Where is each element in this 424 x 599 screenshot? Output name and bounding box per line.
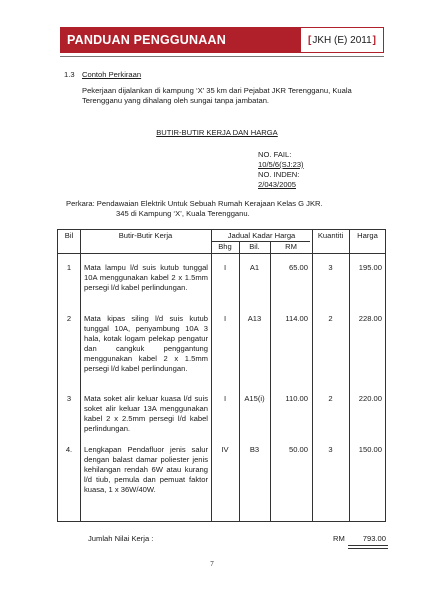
row-3-qty: 2	[328, 394, 333, 403]
perkara	[66, 199, 386, 219]
header-rule	[60, 56, 384, 57]
row-4-bhg: IV	[221, 445, 229, 454]
row-1-ref: A1	[249, 263, 260, 272]
row-4-qty: 3	[328, 445, 333, 454]
table-divider	[58, 253, 385, 254]
table-divider	[211, 230, 212, 521]
file-number: 10/5/6(SJ:23)	[258, 160, 304, 169]
table-divider	[349, 230, 350, 521]
row-4-rm: 50.00	[288, 445, 308, 454]
row-2-harga: 228.00	[358, 314, 382, 323]
document-title: PANDUAN PENGGUNAAN	[67, 33, 226, 47]
row-2-ref: A13	[247, 314, 262, 323]
table-divider	[80, 230, 81, 521]
row-3-bil: 3	[66, 394, 72, 403]
code-open-bracket: [	[308, 34, 312, 46]
total-underline	[348, 545, 388, 546]
header-jadual: Jadual Kadar Harga	[227, 231, 296, 240]
row-2-desc: Mata kipas siling l/d suis kutub tunggal 10A, penyambung 10A 3 hala, kotak logam pelekap pengatur dan cangkuk penggantung menggunakan kabel 2 x 1.5mm persegi l/d kabel perlindungan.	[84, 314, 208, 373]
code-close-bracket: ]	[372, 34, 376, 46]
total-currency: RM	[333, 534, 345, 543]
row-2-rm: 114.00	[285, 314, 308, 323]
total-double-underline	[348, 548, 388, 549]
row-3-ref: A15(i)	[244, 394, 265, 403]
total-value: 793.00	[362, 534, 386, 543]
header-rm: RM	[285, 242, 297, 251]
row-1-harga: 195.00	[358, 263, 382, 272]
header-banner	[60, 27, 384, 53]
header-harga: Harga	[357, 231, 378, 240]
row-1-desc: Mata lampu l/d suis kutub tunggal 10A menggunakan kabel 2 x 1.5mm persegi l/d kabel perlindungan.	[84, 263, 208, 292]
work-title: BUTIR-BUTIR KERJA DAN HARGA	[156, 128, 278, 137]
header-butir: Butir-Butir Kerja	[118, 231, 173, 240]
document-code	[300, 28, 383, 52]
table-divider	[270, 241, 271, 521]
row-2-bil: 2	[66, 314, 72, 323]
indent-number: 2/043/2005	[258, 180, 297, 189]
row-3-bhg: I	[223, 394, 227, 403]
table-divider	[239, 241, 240, 521]
header-bil-sub: Bil.	[249, 242, 260, 251]
indent-label: NO. INDEN:	[258, 170, 300, 179]
row-4-ref: B3	[249, 445, 260, 454]
row-4-harga: 150.00	[358, 445, 382, 454]
header-kuantiti: Kuantiti	[317, 231, 344, 240]
row-1-qty: 3	[328, 263, 333, 272]
work-table	[57, 229, 386, 522]
row-1-bhg: I	[223, 263, 227, 272]
row-4-desc: Lengkapan Pendafluor jenis salur dengan balast damar poliester jenis kehilangan rendah 6W atau kurang l/d tiub, pemula dan pemuat faktor kuasa, 1 x 36W/40W.	[84, 445, 208, 494]
perkara-line-2: 345 di Kampung ‘X’, Kuala Terengganu.	[116, 209, 250, 218]
page-number: 7	[210, 560, 214, 568]
row-3-harga: 220.00	[358, 394, 382, 403]
row-3-rm: 110.00	[285, 394, 308, 403]
total-label: Jumlah Nilai Kerja :	[88, 534, 154, 543]
perkara-line-1: Perkara: Pendawaian Elektrik Untuk Sebuah Rumah Kerajaan Kelas G JKR.	[66, 199, 323, 208]
section-number: 1.3	[64, 70, 75, 79]
code-text: JKH (E) 2011	[312, 34, 372, 46]
row-3-desc: Mata soket alir keluar kuasa l/d suis soket alir keluar 13A menggunakan kabel 2 x 2.5mm persegi l/d kabel perlindungan.	[84, 394, 208, 433]
row-1-rm: 65.00	[288, 263, 308, 272]
row-2-bhg: I	[223, 314, 227, 323]
file-label: NO. FAIL:	[258, 150, 292, 159]
section-title: Contoh Perkiraan	[82, 70, 142, 79]
table-divider	[312, 230, 313, 521]
row-4-bil: 4.	[65, 445, 73, 454]
row-2-qty: 2	[328, 314, 333, 323]
section-intro: Pekerjaan dijalankan di kampung ‘X’ 35 km dari Pejabat JKR Terengganu, Kuala Terengganu yang dihalang oleh sungai tanpa jambatan.	[82, 86, 352, 105]
header-bil: Bil	[64, 231, 74, 240]
row-1-bil: 1	[66, 263, 72, 272]
reference-block	[258, 150, 378, 190]
header-bhg: Bhg	[218, 242, 232, 251]
